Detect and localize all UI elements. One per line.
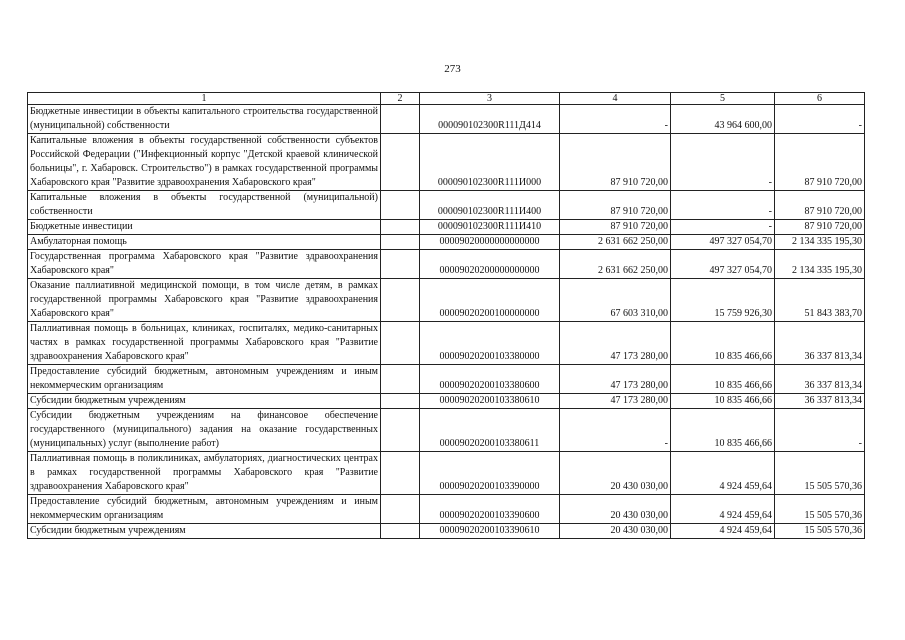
row-col4-cell: 87 910 720,00 <box>560 220 671 235</box>
row-col4-cell: 47 173 280,00 <box>560 322 671 365</box>
page-number: 273 <box>444 63 461 75</box>
column-header: 5 <box>671 93 775 105</box>
row-code-cell: 00009020200103390600 <box>420 495 560 524</box>
row-col4-cell: 20 430 030,00 <box>560 524 671 539</box>
row-code-cell: 00009020200103390000 <box>420 452 560 495</box>
row-col5-cell: 43 964 600,00 <box>671 105 775 134</box>
row-col5-cell: 10 835 466,66 <box>671 394 775 409</box>
row-name-cell: Государственная программа Хабаровского края "Развитие здравоохранения Хабаровского края" <box>28 250 381 279</box>
row-col4-cell: 2 631 662 250,00 <box>560 250 671 279</box>
row-col5-cell: 4 924 459,64 <box>671 495 775 524</box>
row-name-cell: Предоставление субсидий бюджетным, автономным учреждениям и иным некоммерческим организациям <box>28 365 381 394</box>
row-col2-cell <box>381 279 420 322</box>
row-col5-cell: 497 327 054,70 <box>671 235 775 250</box>
row-name-cell: Капитальные вложения в объекты государственной собственности субъектов Российской Федерации ("Инфекционный корпус "Детской краевой клинической больницы", г. Хабаровск. Строительство") в рамках государственной программы Хабаровского края "Развитие здравоохранения Хабаровского края" <box>28 134 381 191</box>
row-col2-cell <box>381 134 420 191</box>
row-col6-cell: 87 910 720,00 <box>775 134 865 191</box>
row-col6-cell: 2 134 335 195,30 <box>775 250 865 279</box>
row-name-cell: Бюджетные инвестиции <box>28 220 381 235</box>
row-col6-cell: 36 337 813,34 <box>775 365 865 394</box>
table-row <box>28 105 865 134</box>
row-name-cell: Субсидии бюджетным учреждениям <box>28 394 381 409</box>
table-row <box>28 409 865 452</box>
row-col4-cell: 47 173 280,00 <box>560 365 671 394</box>
row-col5-cell: 497 327 054,70 <box>671 250 775 279</box>
row-name-cell: Предоставление субсидий бюджетным, автономным учреждениям и иным некоммерческим организациям <box>28 495 381 524</box>
row-col5-cell: - <box>671 134 775 191</box>
row-name-cell: Паллиативная помощь в больницах, клиниках, госпиталях, медико-санитарных частях в рамках государственной программы Хабаровского края "Развитие здравоохранения Хабаровского края" <box>28 322 381 365</box>
row-col5-cell: 4 924 459,64 <box>671 524 775 539</box>
table-row <box>28 279 865 322</box>
table-row <box>28 322 865 365</box>
row-col4-cell: 20 430 030,00 <box>560 495 671 524</box>
row-col5-cell: - <box>671 220 775 235</box>
row-code-cell: 00009020200103380610 <box>420 394 560 409</box>
row-col2-cell <box>381 452 420 495</box>
table-row <box>28 191 865 220</box>
column-header: 4 <box>560 93 671 105</box>
header-row <box>28 93 865 105</box>
row-code-cell: 00009020000000000000 <box>420 235 560 250</box>
row-name-cell: Оказание паллиативной медицинской помощи, в том числе детям, в рамках государственной программы Хабаровского края "Развитие здравоохранения Хабаровского края" <box>28 279 381 322</box>
row-col4-cell: 2 631 662 250,00 <box>560 235 671 250</box>
row-col5-cell: - <box>671 191 775 220</box>
table-row <box>28 524 865 539</box>
row-code-cell: 00009020200103380611 <box>420 409 560 452</box>
row-col4-cell: 47 173 280,00 <box>560 394 671 409</box>
row-code-cell: 00009020200103380000 <box>420 322 560 365</box>
column-header: 2 <box>381 93 420 105</box>
row-col5-cell: 10 835 466,66 <box>671 322 775 365</box>
row-col2-cell <box>381 191 420 220</box>
table-body <box>28 105 865 539</box>
row-col6-cell: 15 505 570,36 <box>775 452 865 495</box>
row-code-cell: 000090102300R111И410 <box>420 220 560 235</box>
table-row <box>28 452 865 495</box>
row-col4-cell: 87 910 720,00 <box>560 134 671 191</box>
row-col6-cell: 15 505 570,36 <box>775 495 865 524</box>
row-col6-cell: 15 505 570,36 <box>775 524 865 539</box>
column-header: 3 <box>420 93 560 105</box>
row-code-cell: 00009020200103390610 <box>420 524 560 539</box>
row-col6-cell: 51 843 383,70 <box>775 279 865 322</box>
row-code-cell: 00009020200000000000 <box>420 250 560 279</box>
row-col5-cell: 10 835 466,66 <box>671 365 775 394</box>
row-col2-cell <box>381 365 420 394</box>
row-name-cell: Бюджетные инвестиции в объекты капитального строительства государственной (муниципальной) собственности <box>28 105 381 134</box>
row-col5-cell: 4 924 459,64 <box>671 452 775 495</box>
row-code-cell: 000090102300R111И000 <box>420 134 560 191</box>
table-row <box>28 394 865 409</box>
row-col2-cell <box>381 394 420 409</box>
row-col4-cell: - <box>560 409 671 452</box>
row-col4-cell: 87 910 720,00 <box>560 191 671 220</box>
table-row <box>28 235 865 250</box>
budget-table <box>27 92 865 539</box>
row-name-cell: Капитальные вложения в объекты государственной (муниципальной) собственности <box>28 191 381 220</box>
row-col4-cell: 67 603 310,00 <box>560 279 671 322</box>
table-row <box>28 495 865 524</box>
table-row <box>28 250 865 279</box>
row-col6-cell: 36 337 813,34 <box>775 394 865 409</box>
row-code-cell: 00009020200103380600 <box>420 365 560 394</box>
row-col6-cell: - <box>775 409 865 452</box>
row-col6-cell: 36 337 813,34 <box>775 322 865 365</box>
column-header: 6 <box>775 93 865 105</box>
row-col6-cell: 87 910 720,00 <box>775 220 865 235</box>
row-col2-cell <box>381 495 420 524</box>
row-col2-cell <box>381 322 420 365</box>
row-col4-cell: 20 430 030,00 <box>560 452 671 495</box>
row-col4-cell: - <box>560 105 671 134</box>
column-header: 1 <box>28 93 381 105</box>
row-col5-cell: 15 759 926,30 <box>671 279 775 322</box>
table-row <box>28 134 865 191</box>
row-col2-cell <box>381 250 420 279</box>
row-col2-cell <box>381 409 420 452</box>
row-code-cell: 000090102300R111И400 <box>420 191 560 220</box>
row-code-cell: 00009020200100000000 <box>420 279 560 322</box>
row-col6-cell: 87 910 720,00 <box>775 191 865 220</box>
row-name-cell: Паллиативная помощь в поликлиниках, амбулаториях, диагностических центрах в рамках государственной программы Хабаровского края "Развитие здравоохранения Хабаровского края" <box>28 452 381 495</box>
table-row <box>28 220 865 235</box>
row-name-cell: Амбулаторная помощь <box>28 235 381 250</box>
row-col2-cell <box>381 105 420 134</box>
row-col2-cell <box>381 220 420 235</box>
row-col6-cell: 2 134 335 195,30 <box>775 235 865 250</box>
table-row <box>28 365 865 394</box>
row-col2-cell <box>381 235 420 250</box>
row-code-cell: 000090102300R111Д414 <box>420 105 560 134</box>
row-col2-cell <box>381 524 420 539</box>
row-name-cell: Субсидии бюджетным учреждениям на финансовое обеспечение государственного (муниципального) задания на оказание государственных (муниципальных) услуг (выполнение работ) <box>28 409 381 452</box>
row-col5-cell: 10 835 466,66 <box>671 409 775 452</box>
row-col6-cell: - <box>775 105 865 134</box>
row-name-cell: Субсидии бюджетным учреждениям <box>28 524 381 539</box>
